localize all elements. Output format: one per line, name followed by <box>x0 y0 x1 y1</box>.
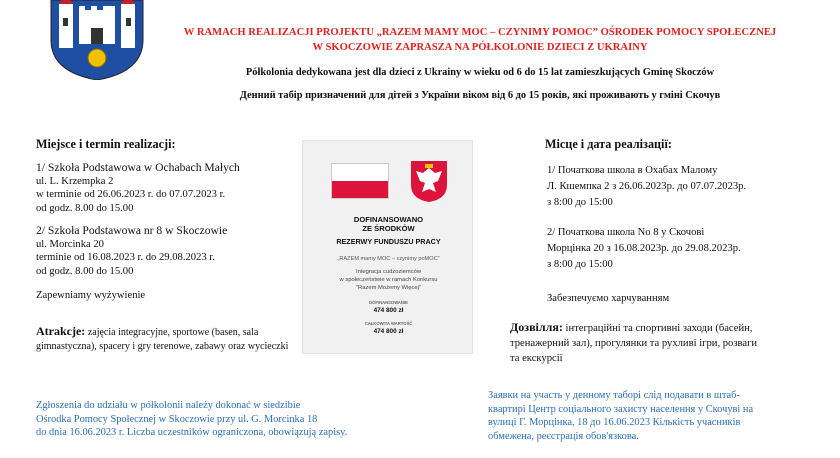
left-attractions-text: zajęcia integracyjne, sportowe (basen, sala gimnastyczna), spacery i gry terenowe, zabawy oraz wycieczki <box>36 327 289 352</box>
poster-total-label: CAŁKOWITA WARTOŚĆ <box>364 321 413 326</box>
poster-fund-value: 474 800 zł <box>373 307 404 314</box>
right-heading: Місце і дата реалізації: <box>545 137 672 151</box>
left-location-2-line: od godz. 8.00 do 15.00 <box>36 265 134 277</box>
left-location-2-line: ul. Morcinka 20 <box>36 238 104 250</box>
left-location-2-line: terminie od 16.08.2023 r. do 29.08.2023 r. <box>36 252 215 263</box>
polish-flag-icon <box>331 163 389 199</box>
left-meals: Zapewniamy wyżywienie <box>36 290 146 301</box>
right-attractions <box>510 320 760 366</box>
right-location-1-line: з 8:00 до 15:00 <box>547 197 613 208</box>
left-attractions-label: Atrakcje: <box>36 324 86 338</box>
poster-desc-2: w społeczeństwie w ramach Konkursu <box>339 277 438 283</box>
polish-eagle-icon <box>409 159 449 203</box>
subtitle-polish: Półkolonia dedykowana jest dla dzieci z Ukrainy w wieku od 6 do 15 lat zamieszkujących Gminę Skoczów <box>245 67 715 78</box>
left-location-1-line: od godz. 8.00 do 15.00 <box>36 202 134 214</box>
left-location-2-line: 2/ Szkoła Podstawowa nr 8 w Skoczowie <box>36 224 228 237</box>
left-attractions <box>36 325 291 353</box>
right-footer-line: вулиці Г. Морцінка, 18 до 16.06.2023 Кількість учасників <box>488 417 741 428</box>
right-meals: Забезпечуємо харчуванням <box>547 293 670 304</box>
right-footer <box>488 389 788 443</box>
right-location-1-line: Л. Кшемпка 2 з 26.06.2023р. до 07.07.2023р. <box>547 181 747 192</box>
left-footer <box>36 399 396 440</box>
poster-line-2: ZE ŚRODKÓW <box>362 224 415 233</box>
poster-total-value: 474 800 zł <box>373 328 404 335</box>
subtitle-ukrainian: Денний табір призначений для дітей з України віком від 6 до 15 років, які проживають у гміні Скочув <box>239 90 721 101</box>
left-footer-line: Zgłoszenia do udziału w półkolonii należy dokonać w siedzibie <box>36 400 301 411</box>
left-location-1 <box>36 161 286 215</box>
right-attractions-label: Дозвілля: <box>510 320 563 334</box>
right-location-2 <box>547 225 807 273</box>
right-location-2-line: Морцінка 20 з 16.08.2023р. до 29.08.2023р. <box>547 243 741 254</box>
left-heading: Miejsce i termin realizacji: <box>36 137 176 151</box>
coat-of-arms-emblem <box>45 0 149 80</box>
right-location-1 <box>547 163 807 211</box>
poster-desc-3: "Razem Możemy Więcej" <box>356 285 421 291</box>
poster-fund-label: DOFINANSOWANIE <box>369 300 408 305</box>
poster-project: „RAZEM mamy MOC – czynimy poMOC” <box>337 256 440 262</box>
right-location-2-line: з 8:00 до 15:00 <box>547 259 613 270</box>
right-footer-line: Заявки на участь у денному таборі слід подавати в штаб- <box>488 390 740 401</box>
funding-poster <box>302 140 473 354</box>
right-location-1-line: 1/ Початкова школа в Охабах Малому <box>547 165 718 176</box>
left-footer-line: do dnia 16.06.2023 r. Liczba uczestników ograniczona, obowiązują zapisy. <box>36 427 348 438</box>
left-location-1-line: 1/ Szkoła Podstawowa w Ochabach Małych <box>36 161 240 174</box>
left-location-2 <box>36 224 286 278</box>
right-location-2-line: 2/ Початкова школа No 8 у Скочові <box>547 227 705 238</box>
left-location-1-line: ul. L. Krzempka 2 <box>36 175 114 187</box>
poster-line-1: DOFINANSOWANO <box>353 215 424 224</box>
poster-line-3: REZERWY FUNDUSZU PRACY <box>336 237 441 246</box>
right-attractions-text: інтеграційні та спортивні заходи (басейн, тренажерний зал), прогулянки та рухливі ігри, розваги та екскурсії <box>510 323 758 364</box>
left-footer-line: Ośrodka Pomocy Społecznej w Skoczowie przy ul. G. Morcinka 18 <box>36 413 318 425</box>
right-footer-line: обмежена, реєстрація обов'язкова. <box>488 430 639 442</box>
left-location-1-line: w terminie od 26.06.2023 r. do 07.07.2023 r. <box>36 189 226 200</box>
poster-desc-1: Integracja cudzoziemców <box>355 269 422 275</box>
page-title: W RAMACH REALIZACJI PROJEKTU „RAZEM MAMY MOC – CZYNIMY POMOC” OŚRODEK POMOCY SPOŁECZNEJ W SKOCZOWIE ZAPRASZA NA PÓŁKOLONIE DZIECI Z UKRAINY <box>183 27 777 53</box>
right-footer-line: квартирі Центр соціального захисту населення у Скочуві на <box>488 403 754 415</box>
